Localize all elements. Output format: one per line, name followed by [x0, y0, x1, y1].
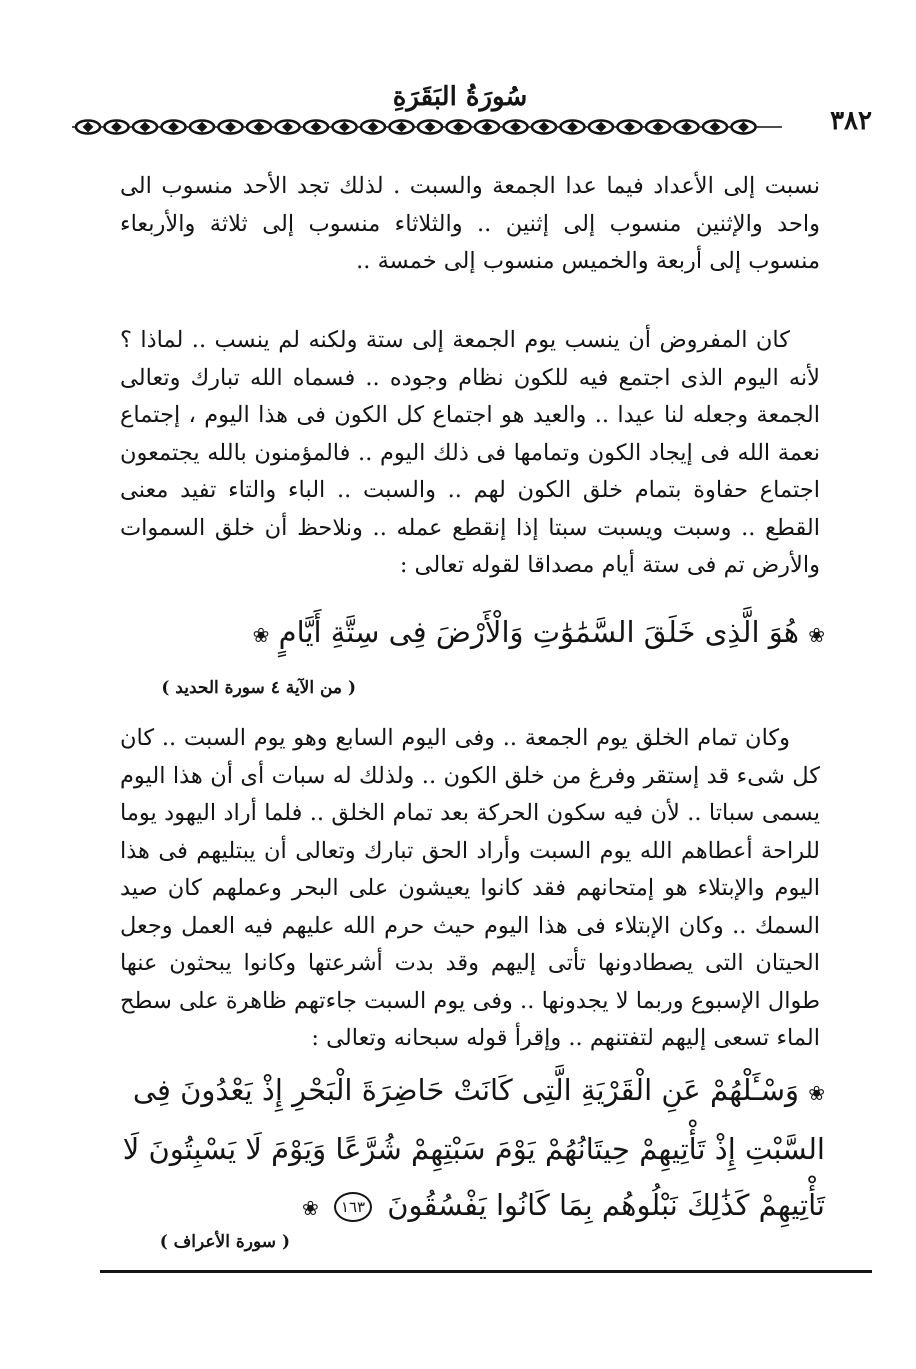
quran-verse-2	[110, 1062, 825, 1236]
chain-diamond	[227, 123, 234, 130]
verse-close-mark-icon: ❀	[252, 623, 270, 647]
paragraph-3	[120, 720, 820, 1058]
chain-diamond	[483, 123, 490, 130]
chain-diamond	[170, 123, 177, 130]
chain-diamond	[198, 123, 205, 130]
chain-diamond	[255, 123, 262, 130]
chain-diamond	[141, 123, 148, 130]
chain-ornament-icon	[72, 112, 782, 142]
page-number: ٣٨٢	[830, 106, 872, 136]
footer-rule	[100, 1270, 872, 1273]
verse-2-source: ( سورة الأعراف )	[159, 1232, 290, 1252]
paragraph-2-text: كان المفروض أن ينسب يوم الجمعة إلى ستة ولكنه لم ينسب .. لماذا ؟ لأنه اليوم الذى اجتمع فيه للكون نظام وجوده .. فسماه الله تبارك وتعالى الجمعة وجعله لنا عيدا .. والعيد هو اجتماع كل الكون فى هذا اليوم ، إجتماع نعمة الله فى إيجاد الكون وتمامها فى ذلك اليوم .. فالمؤمنون بالله يجتمعون اجتماع حفاوة بتمام خلق الكون لهم .. والسبت .. الباء والتاء تفيد معنى القطع .. وسبت ويسبت سبتا إذا إنقطع عمله .. ونلاحظ أن خلق السموات والأرض تم فى ستة أيام مصداقا لقوله تعالى :	[120, 327, 820, 578]
chain-diamond	[84, 123, 91, 130]
chain-diamond	[711, 123, 718, 130]
surah-title: سُورَةُ البَقَرَةِ	[392, 82, 528, 112]
chain-diamond	[654, 123, 661, 130]
paragraph-1: نسبت إلى الأعداد فيما عدا الجمعة والسبت . لذلك تجد الأحد منسوب الى واحد والإثنين منسوب إلى إثنين .. والثلاثاء منسوب إلى ثلاثة والأربعاء منسوب إلى أربعة والخميس منسوب إلى خمسة ..	[120, 173, 820, 274]
chain-diamond	[540, 123, 547, 130]
header-band	[72, 106, 872, 142]
chain-diamond	[426, 123, 433, 130]
chain-diamond	[312, 123, 319, 130]
verse-1-source: ( من الآية ٤ سورة الحديد )	[161, 678, 356, 698]
verse-close-mark-icon: ❀	[302, 1196, 319, 1220]
chain-diamond	[284, 123, 291, 130]
chain-diamond	[455, 123, 462, 130]
chain-diamond	[597, 123, 604, 130]
chain-diamond	[512, 123, 519, 130]
paragraph-2	[120, 322, 820, 585]
verse-2-text: وَسْـَٔلْهُمْ عَنِ الْقَرْيَةِ الَّتِى كَانَتْ حَاضِرَةَ الْبَحْرِ إِذْ يَعْدُونَ فِى السَّبْتِ إِذْ تَأْتِيهِمْ حِيتَانُهُمْ يَوْمَ سَبْتِهِمْ شُرَّعًا وَيَوْمَ لَا يَسْبِتُونَ لَا تَأْتِيهِمْ كَذَٰلِكَ نَبْلُوهُم بِمَا كَانُوا يَفْسُقُونَ	[122, 1073, 825, 1222]
chain-diamond	[740, 123, 747, 130]
ayah-number-badge: ١٦٣	[334, 1192, 372, 1222]
chain-diamond	[683, 123, 690, 130]
chain-diamond	[569, 123, 576, 130]
chain-diamond	[341, 123, 348, 130]
quran-verse-1	[110, 604, 825, 663]
chain-diamond	[626, 123, 633, 130]
verse-1-text: هُوَ الَّذِى خَلَقَ السَّمَٰوَٰتِ وَالْأَرْضَ فِى سِتَّةِ أَيَّامٍ	[278, 615, 800, 649]
chain-diamond	[113, 123, 120, 130]
verse-open-mark-icon: ❀	[808, 623, 825, 647]
chain-diamond	[369, 123, 376, 130]
chain-diamond	[398, 123, 405, 130]
paragraph-3-text: وكان تمام الخلق يوم الجمعة .. وفى اليوم السابع وهو يوم السبت .. كان كل شىء قد إستقر وفرغ من خلق الكون .. ولذلك له سبات أى أن هذا اليوم يسمى سباتا .. لأن فيه سكون الحركة بعد تمام الخلق .. فلما أراد اليهود يوما للراحة أعطاهم الله يوم السبت وأراد الحق تبارك وتعالى أن يبتليهم فى هذا اليوم والإبتلاء هو إمتحانهم فقد كانوا يعيشون على البحر وعملهم كان صيد السمك .. وكان الإبتلاء فى هذا اليوم حيث حرم الله عليهم فيه العمل وجعل الحيتان التى يصطادونها تأتى إليهم وقد بدت أشرعتها وكانوا يبحثون عنها طوال الإسبوع وربما لا يجدونها .. وفى يوم السبت جاءتهم ظاهرة على سطح الماء تسعى إليهم لتفتنهم .. وإقرأ قوله سبحانه وتعالى :	[120, 725, 820, 1051]
verse-open-mark-icon: ❀	[808, 1081, 825, 1105]
